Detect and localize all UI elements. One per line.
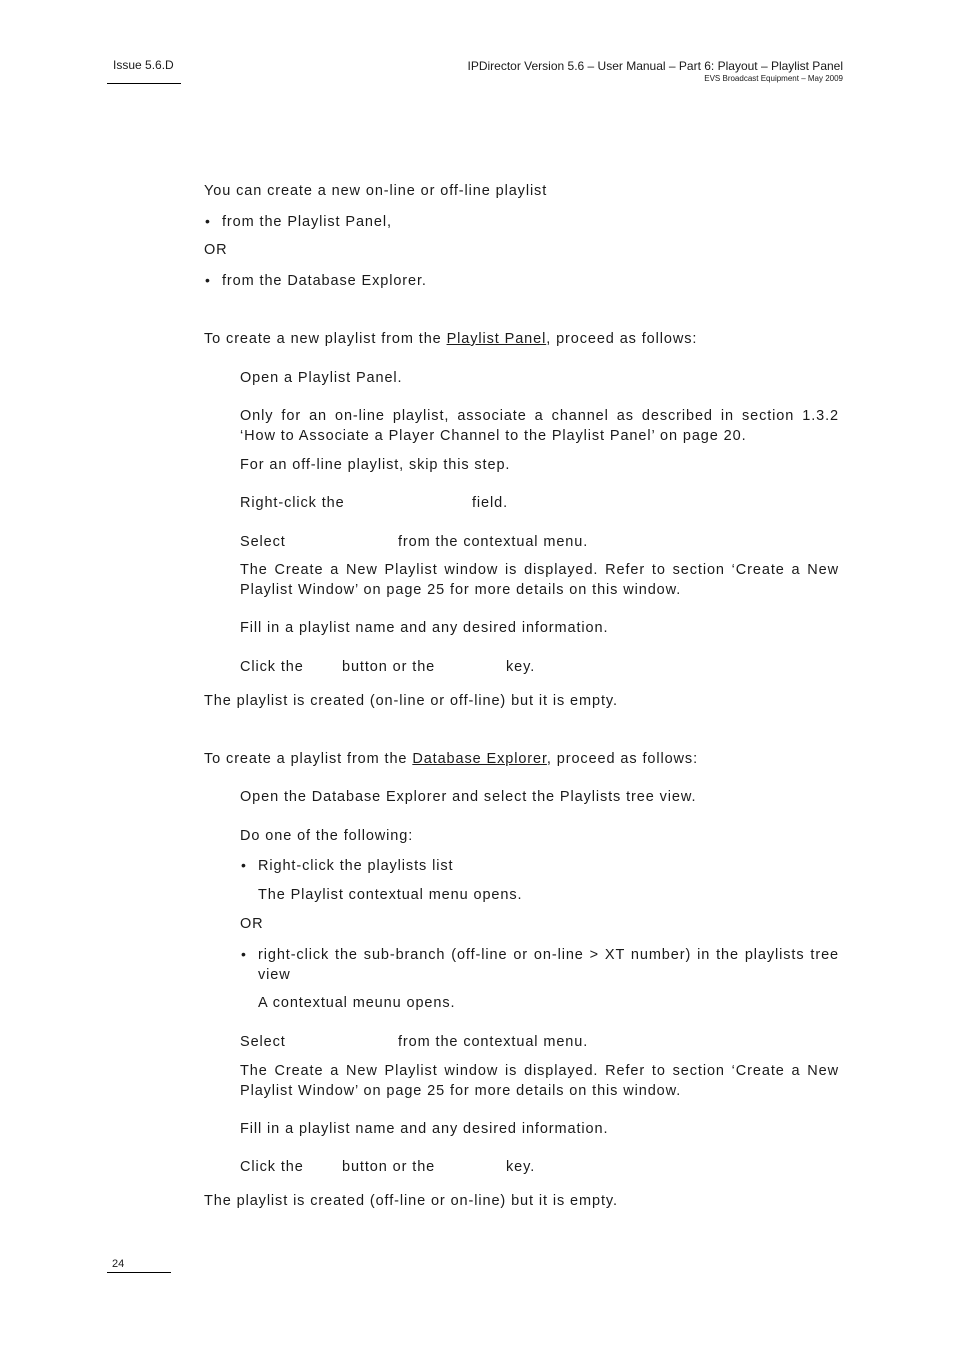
database-explorer-link[interactable]: Database Explorer bbox=[412, 751, 547, 767]
section2-bullet-2: right-click the sub-branch (off-line or on-line > XT number) in the playlists tree view bbox=[258, 947, 839, 983]
page-number: 24 bbox=[112, 1258, 125, 1270]
section2-step-1: Open the Database Explorer and select the Playlists tree view. bbox=[240, 789, 697, 805]
bullet-dot: • bbox=[241, 857, 246, 873]
intro-text: You can create a new on-line or off-line playlist bbox=[204, 183, 548, 199]
section2-step-5-a: Click the bbox=[240, 1159, 304, 1175]
section1-step-4-b: from the contextual menu. bbox=[398, 534, 589, 550]
section2-step-5-b: button or the bbox=[342, 1159, 436, 1175]
document-title: IPDirector Version 5.6 – User Manual – Part 6: Playout – Playlist Panel bbox=[467, 59, 843, 73]
section2-or: OR bbox=[240, 916, 264, 932]
bullet-dot: • bbox=[205, 213, 210, 229]
section2-bullet-2-note: A contextual meunu opens. bbox=[258, 995, 456, 1011]
section1-step-6-c: key. bbox=[506, 659, 536, 675]
section1-lead-post: , proceed as follows: bbox=[546, 331, 698, 347]
section2-step-3-note: The Create a New Playlist window is displayed. Refer to section ‘Create a New Playlist Window’ on page 25 for more details on this window. bbox=[240, 1063, 839, 1099]
issue-label: Issue 5.6.D bbox=[113, 58, 174, 72]
playlist-panel-link[interactable]: Playlist Panel bbox=[446, 331, 547, 347]
section1-step-6-b: button or the bbox=[342, 659, 436, 675]
section1-step-6-a: Click the bbox=[240, 659, 304, 675]
footer-divider bbox=[107, 1272, 171, 1273]
section1-step-3-a: Right-click the bbox=[240, 495, 345, 511]
section2-step-3-a: Select bbox=[240, 1034, 286, 1050]
section1-lead bbox=[204, 329, 697, 349]
header-block bbox=[467, 58, 843, 84]
document-subtitle: EVS Broadcast Equipment – May 2009 bbox=[704, 74, 843, 83]
section1-step-4-note: The Create a New Playlist window is displayed. Refer to section ‘Create a New Playlist Window’ on page 25 for more details on this window. bbox=[240, 562, 839, 598]
section2-result: The playlist is created (off-line or on-line) but it is empty. bbox=[204, 1193, 618, 1209]
section2-step-4: Fill in a playlist name and any desired information. bbox=[240, 1121, 609, 1137]
intro-or: OR bbox=[204, 242, 228, 258]
section1-step-1: Open a Playlist Panel. bbox=[240, 370, 403, 386]
section2-bullet-1-note: The Playlist contextual menu opens. bbox=[258, 887, 523, 903]
section1-step-4-a: Select bbox=[240, 534, 286, 550]
section1-step-2-note: For an off-line playlist, skip this step. bbox=[240, 457, 511, 473]
section2-lead-pre: To create a playlist from the bbox=[204, 751, 413, 767]
section2-bullet-1: Right-click the playlists list bbox=[258, 858, 454, 874]
section1-step-5: Fill in a playlist name and any desired information. bbox=[240, 620, 609, 636]
section1-step-3-b: field. bbox=[472, 495, 509, 511]
bullet-dot: • bbox=[241, 946, 246, 962]
section2-step-3-b: from the contextual menu. bbox=[398, 1034, 589, 1050]
section2-lead bbox=[204, 749, 698, 769]
intro-bullet-2: from the Database Explorer. bbox=[222, 273, 427, 289]
section1-step-2: Only for an on-line playlist, associate a channel as described in section 1.3.2 ‘How to Associate a Player Channel to the Playlist Panel’ on page 20. bbox=[240, 408, 839, 444]
section2-step-2: Do one of the following: bbox=[240, 828, 414, 844]
section2-lead-post: , proceed as follows: bbox=[546, 751, 698, 767]
header-divider bbox=[107, 83, 181, 84]
section1-lead-pre: To create a new playlist from the bbox=[204, 331, 447, 347]
section2-step-5-c: key. bbox=[506, 1159, 536, 1175]
section1-result: The playlist is created (on-line or off-line) but it is empty. bbox=[204, 693, 618, 709]
bullet-dot: • bbox=[205, 272, 210, 288]
intro-bullet-1: from the Playlist Panel, bbox=[222, 214, 392, 230]
